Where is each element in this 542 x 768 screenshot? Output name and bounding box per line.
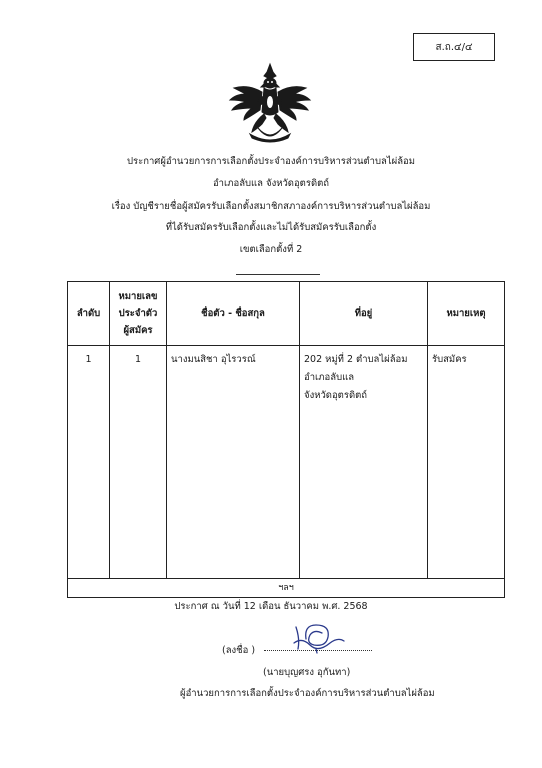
- header-candidate-no-line2: ประจำตัว: [118, 308, 158, 319]
- heading-title: ประกาศผู้อำนวยการการเลือกตั้งประจำองค์การบริหารส่วนตำบลไผ่ล้อม: [126, 156, 416, 167]
- cell-remark: รับสมัคร: [428, 346, 505, 579]
- cell-candidate-no: 1: [110, 346, 167, 579]
- announcement-date: ประกาศ ณ วันที่ 12 เดือน ธันวาคม พ.ศ. 2568: [174, 601, 368, 612]
- header-candidate-no-line3: ผู้สมัคร: [123, 325, 153, 336]
- header-address: ที่อยู่: [300, 282, 428, 346]
- signer-name: (นายบุญศรง อุกันทา): [263, 667, 351, 678]
- table-row: [68, 346, 505, 579]
- header-order: ลำดับ: [68, 282, 110, 346]
- table-footer: ฯลฯ: [68, 579, 505, 598]
- table-header-row: [68, 282, 505, 346]
- cell-address: [300, 346, 428, 579]
- heading-subject: เรื่อง บัญชีรายชื่อผู้สมัครรับเลือกตั้งสมาชิกสภาองค์การบริหารส่วนตำบลไผ่ล้อม: [111, 201, 431, 212]
- candidate-table: [67, 281, 505, 598]
- table-footer-row: [68, 579, 505, 598]
- header-remark: หมายเหตุ: [428, 282, 505, 346]
- cell-order: 1: [68, 346, 110, 579]
- header-name: ชื่อตัว - ชื่อสกุล: [167, 282, 300, 346]
- signer-position: ผู้อำนวยการการเลือกตั้งประจำองค์การบริหารส่วนตำบลไผ่ล้อม: [180, 688, 435, 699]
- header-candidate-no: [110, 282, 167, 346]
- heading-constituency: เขตเลือกตั้งที่ 2: [239, 244, 303, 255]
- header-candidate-no-line1: หมายเลข: [118, 291, 158, 302]
- garuda-emblem-icon: [228, 62, 312, 144]
- cell-name: นางมนสิชา อุไรวรณ์: [167, 346, 300, 579]
- form-code-box: [413, 33, 495, 61]
- heading-district: อำเภอลับแล จังหวัดอุตรดิตถ์: [212, 178, 330, 189]
- cell-address-line2: อำเภอลับแล: [304, 372, 355, 383]
- cell-address-line3: จังหวัดอุตรดิตถ์: [304, 390, 368, 401]
- handwritten-signature-icon: [286, 619, 348, 665]
- cell-address-line1: 202 หมู่ที่ 2 ตำบลไผ่ล้อม: [304, 354, 408, 365]
- heading-subject-cont: ที่ได้รับสมัครรับเลือกตั้งและไม่ได้รับสมัครรับเลือกตั้ง: [165, 222, 377, 233]
- sign-label: (ลงชื่อ ): [222, 645, 256, 656]
- form-code: ส.ถ.๔/๔: [435, 41, 473, 53]
- heading-divider: [236, 274, 320, 275]
